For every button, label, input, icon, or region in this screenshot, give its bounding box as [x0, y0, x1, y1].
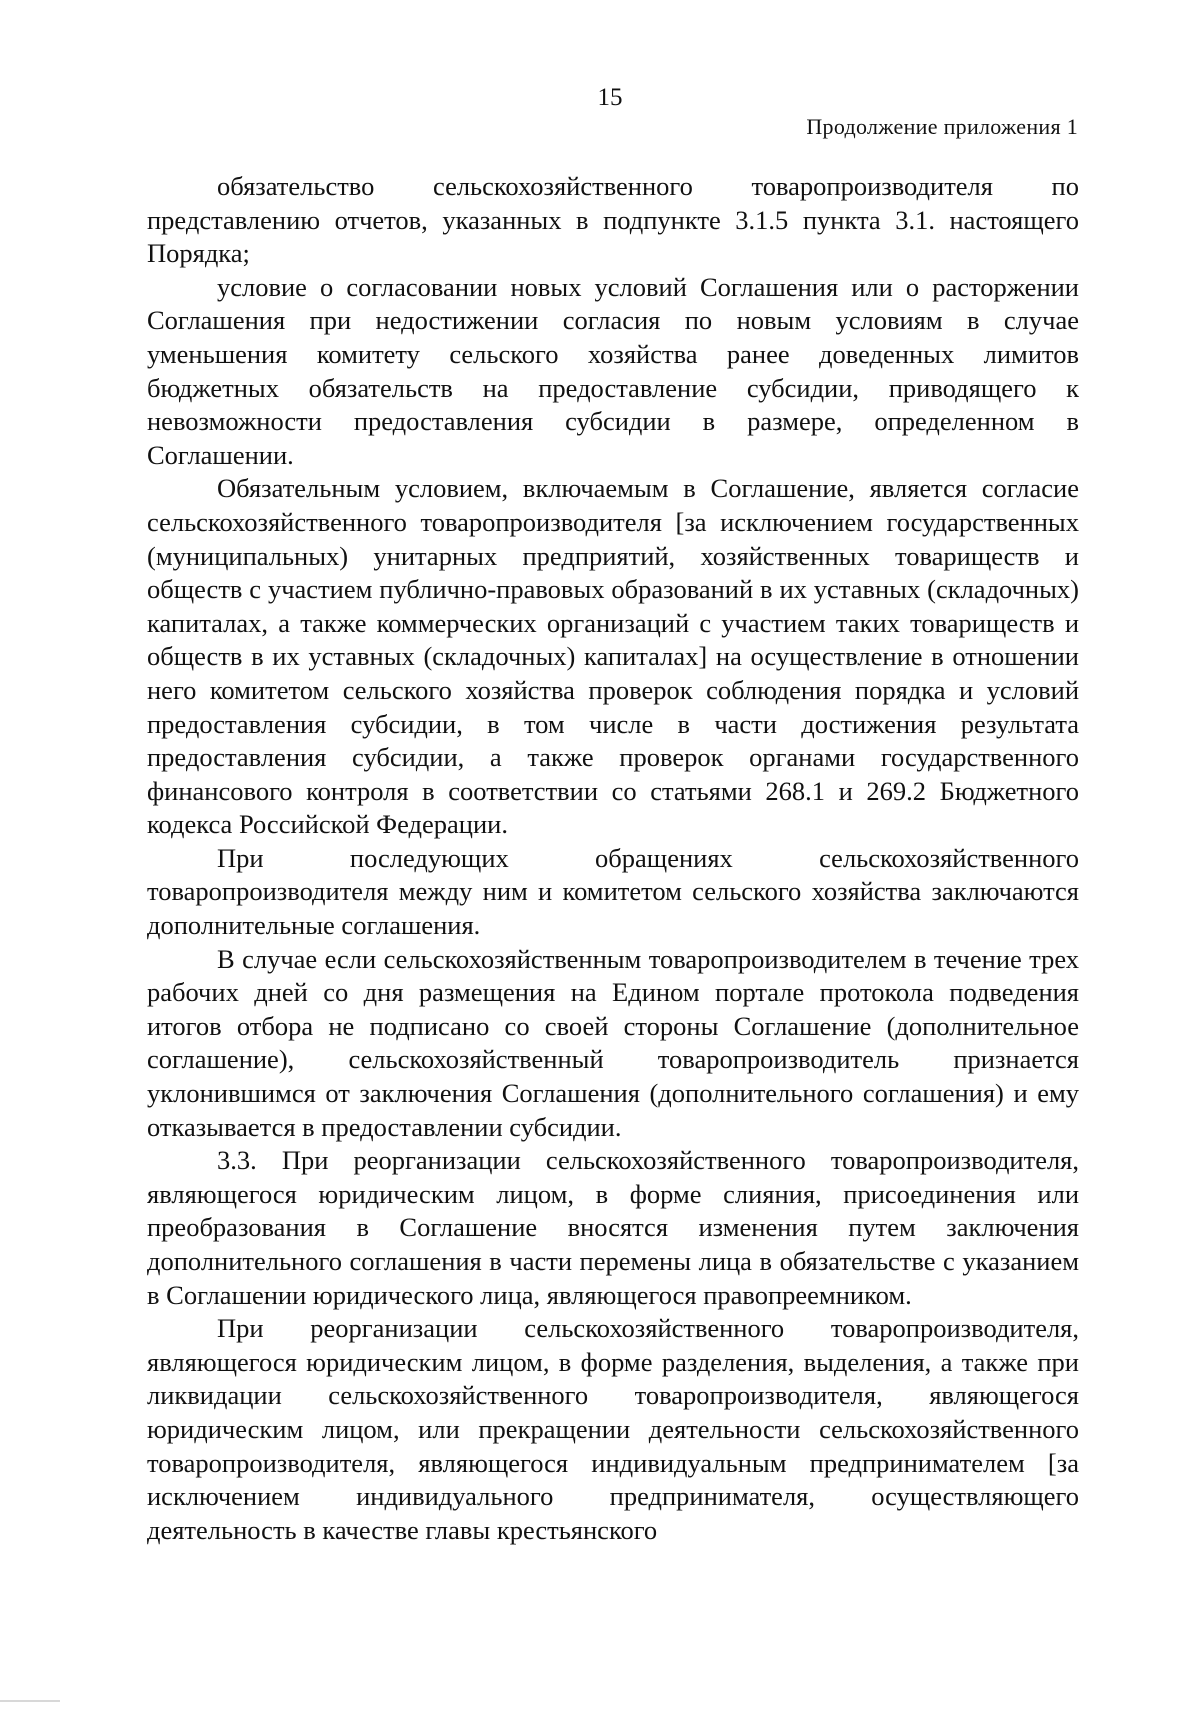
paragraph-section-3-3: 3.3. При реорганизации сельскохозяйственного товаропроизводителя, являющегося юридическим лицом, в форме слияния, присоединения или преобразования в Соглашение вносятся изменения путем заключения дополнительного соглашения в части перемены лица в обязательстве с указанием в Соглашении юридического лица, являющегося правопреемником. — [147, 1145, 1079, 1310]
document-body — [147, 170, 1079, 1547]
scan-edge-mark — [0, 1700, 60, 1702]
paragraph-additional-agreements: При последующих обращениях сельскохозяйственного товаропроизводителя между ним и комитетом сельского хозяйства заключаются дополнительные соглашения. — [147, 842, 1079, 941]
running-head: Продолжение приложения 1 — [806, 114, 1078, 139]
paragraph-reporting-obligation: обязательство сельскохозяйственного товаропроизводителя по представлению отчетов, указанных в подпункте 3.1.5 пункта 3.1. настоящего Порядка; — [147, 171, 1079, 269]
paragraph-reorganization-separation: При реорганизации сельскохозяйственного товаропроизводителя, являющегося юридическим лицом, в форме разделения, выделения, а также при ликвидации сельскохозяйственного товаропроизводителя, являющегося юридическим лицом, или прекращении деятельности сельскохозяйственного товаропроизводителя, являющегося индивидуальным предпринимателем [за исключением индивидуального предпринимателя, осуществляющего деятельность в качестве главы крестьянского — [147, 1313, 1079, 1545]
paragraph-agreement-conditions: условие о согласовании новых условий Соглашения или о расторжении Соглашения при недостижении согласия по новым условиям в случае уменьшения комитету сельского хозяйства ранее доведенных лимитов бюджетных обязательств на предоставление субсидии, приводящего к невозможности предоставления субсидии в размере, определенном в Соглашении. — [147, 271, 1079, 470]
paragraph-unsigned-agreement: В случае если сельскохозяйственным товаропроизводителем в течение трех рабочих дней со дня размещения на Едином портале протокола подведения итогов отбора не подписано со своей стороны Соглашение (дополнительное соглашение), сельскохозяйственный товаропроизводитель признается уклонившимся от заключения Соглашения (дополнительного соглашения) и ему отказывается в предоставлении субсидии. — [147, 943, 1079, 1142]
paragraph-mandatory-condition: Обязательным условием, включаемым в Соглашение, является согласие сельскохозяйственного товаропроизводителя [за исключением государственных (муниципальных) унитарных предприятий, хозяйственных товариществ и обществ с участием публично-правовых образований в их уставных (складочных) капиталах, а также коммерческих организаций с участием таких товариществ и обществ в их уставных (складочных) капиталах] на осуществление в отношении него комитетом сельского хозяйства проверок соблюдения порядка и условий предоставления субсидии, в том числе в части достижения результата предоставления субсидии, а также проверок органами государственного финансового контроля в соответствии со статьями 268.1 и 269.2 Бюджетного кодекса Российской Федерации. — [147, 473, 1079, 840]
page-number: 15 — [597, 84, 623, 111]
